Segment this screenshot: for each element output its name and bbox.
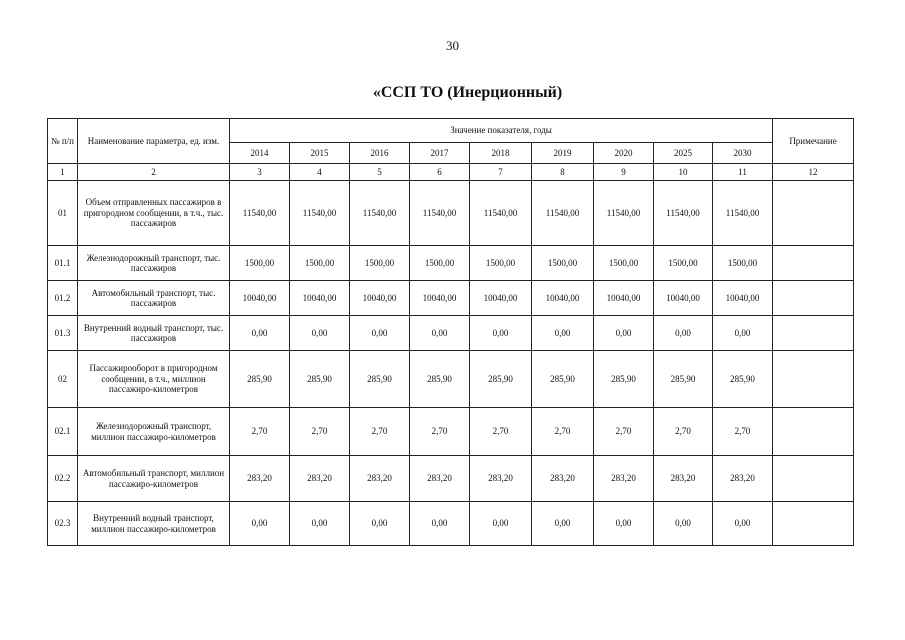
value-cell: 0,00 xyxy=(350,502,410,546)
parameter-name-cell: Пассажирооборот в пригородном сообщении, в т.ч., миллион пассажиро-километров xyxy=(78,351,230,408)
value-cell: 1500,00 xyxy=(713,246,773,281)
value-cell: 2,70 xyxy=(350,408,410,456)
value-cell: 10040,00 xyxy=(594,281,654,316)
year-header: 2016 xyxy=(350,143,410,164)
row-number-cell: 01.1 xyxy=(48,246,78,281)
row-number-cell: 02.2 xyxy=(48,456,78,502)
value-cell: 285,90 xyxy=(350,351,410,408)
value-cell: 1500,00 xyxy=(654,246,713,281)
table-row xyxy=(48,281,854,316)
value-cell: 1500,00 xyxy=(350,246,410,281)
column-number-cell: 2 xyxy=(78,164,230,181)
header-row-column-numbers xyxy=(48,164,854,181)
col-header-note: Примечание xyxy=(773,119,854,164)
value-cell: 0,00 xyxy=(470,502,532,546)
col-header-values: Значение показателя, годы xyxy=(230,119,773,143)
row-number-cell: 01 xyxy=(48,181,78,246)
value-cell: 1500,00 xyxy=(594,246,654,281)
year-header: 2018 xyxy=(470,143,532,164)
page-number: 30 xyxy=(446,38,459,53)
value-cell: 10040,00 xyxy=(532,281,594,316)
value-cell: 11540,00 xyxy=(594,181,654,246)
column-number-cell: 10 xyxy=(654,164,713,181)
parameter-name-cell: Автомобильный транспорт, миллион пассажиро-километров xyxy=(78,456,230,502)
note-cell xyxy=(773,408,854,456)
value-cell: 283,20 xyxy=(532,456,594,502)
value-cell: 0,00 xyxy=(470,316,532,351)
value-cell: 2,70 xyxy=(532,408,594,456)
value-cell: 285,90 xyxy=(654,351,713,408)
note-cell xyxy=(773,281,854,316)
column-number-cell: 7 xyxy=(470,164,532,181)
parameter-name-cell: Железнодорожный транспорт, тыс. пассажиров xyxy=(78,246,230,281)
value-cell: 11540,00 xyxy=(350,181,410,246)
table-row xyxy=(48,502,854,546)
value-cell: 1500,00 xyxy=(470,246,532,281)
value-cell: 10040,00 xyxy=(350,281,410,316)
year-header: 2030 xyxy=(713,143,773,164)
note-cell xyxy=(773,181,854,246)
year-header: 2025 xyxy=(654,143,713,164)
value-cell: 283,20 xyxy=(713,456,773,502)
value-cell: 283,20 xyxy=(410,456,470,502)
value-cell: 2,70 xyxy=(470,408,532,456)
value-cell: 10040,00 xyxy=(654,281,713,316)
row-number-cell: 02 xyxy=(48,351,78,408)
row-number-cell: 02.3 xyxy=(48,502,78,546)
value-cell: 11540,00 xyxy=(713,181,773,246)
value-cell: 10040,00 xyxy=(713,281,773,316)
column-number-cell: 4 xyxy=(290,164,350,181)
column-number-cell: 3 xyxy=(230,164,290,181)
value-cell: 10040,00 xyxy=(410,281,470,316)
value-cell: 0,00 xyxy=(594,316,654,351)
value-cell: 2,70 xyxy=(594,408,654,456)
parameter-name-cell: Железнодорожный транспорт, миллион пассажиро-километров xyxy=(78,408,230,456)
value-cell: 285,90 xyxy=(410,351,470,408)
value-cell: 11540,00 xyxy=(230,181,290,246)
table-row xyxy=(48,316,854,351)
value-cell: 11540,00 xyxy=(654,181,713,246)
value-cell: 0,00 xyxy=(532,502,594,546)
value-cell: 0,00 xyxy=(654,502,713,546)
value-cell: 0,00 xyxy=(713,502,773,546)
value-cell: 285,90 xyxy=(713,351,773,408)
table-row xyxy=(48,351,854,408)
column-number-cell: 6 xyxy=(410,164,470,181)
note-cell xyxy=(773,502,854,546)
column-number-cell: 11 xyxy=(713,164,773,181)
value-cell: 0,00 xyxy=(230,316,290,351)
value-cell: 10040,00 xyxy=(470,281,532,316)
value-cell: 285,90 xyxy=(470,351,532,408)
value-cell: 2,70 xyxy=(230,408,290,456)
column-number-cell: 1 xyxy=(48,164,78,181)
column-number-cell: 5 xyxy=(350,164,410,181)
value-cell: 2,70 xyxy=(290,408,350,456)
table-row xyxy=(48,181,854,246)
value-cell: 0,00 xyxy=(654,316,713,351)
value-cell: 2,70 xyxy=(654,408,713,456)
value-cell: 0,00 xyxy=(230,502,290,546)
value-cell: 2,70 xyxy=(713,408,773,456)
value-cell: 11540,00 xyxy=(410,181,470,246)
value-cell: 283,20 xyxy=(350,456,410,502)
note-cell xyxy=(773,456,854,502)
note-cell xyxy=(773,316,854,351)
year-header: 2019 xyxy=(532,143,594,164)
parameter-name-cell: Объем отправленных пассажиров в пригородном сообщении, в т.ч., тыс. пассажиров xyxy=(78,181,230,246)
value-cell: 1500,00 xyxy=(410,246,470,281)
value-cell: 283,20 xyxy=(290,456,350,502)
column-number-cell: 9 xyxy=(594,164,654,181)
value-cell: 285,90 xyxy=(230,351,290,408)
col-header-number: № п/п xyxy=(48,119,78,164)
parameter-name-cell: Внутренний водный транспорт, миллион пассажиро-километров xyxy=(78,502,230,546)
value-cell: 0,00 xyxy=(410,316,470,351)
note-cell xyxy=(773,246,854,281)
value-cell: 1500,00 xyxy=(230,246,290,281)
year-header: 2014 xyxy=(230,143,290,164)
value-cell: 10040,00 xyxy=(230,281,290,316)
value-cell: 2,70 xyxy=(410,408,470,456)
value-cell: 285,90 xyxy=(532,351,594,408)
col-header-parameter: Наименование параметра, ед. изм. xyxy=(78,119,230,164)
document-title: «ССП ТО (Инерционный) xyxy=(372,84,563,101)
year-header: 2017 xyxy=(410,143,470,164)
year-header: 2020 xyxy=(594,143,654,164)
year-header: 2015 xyxy=(290,143,350,164)
value-cell: 0,00 xyxy=(594,502,654,546)
table-row xyxy=(48,246,854,281)
value-cell: 285,90 xyxy=(594,351,654,408)
value-cell: 0,00 xyxy=(290,316,350,351)
value-cell: 0,00 xyxy=(410,502,470,546)
parameter-name-cell: Автомобильный транспорт, тыс. пассажиров xyxy=(78,281,230,316)
value-cell: 283,20 xyxy=(594,456,654,502)
value-cell: 283,20 xyxy=(470,456,532,502)
value-cell: 0,00 xyxy=(350,316,410,351)
table-body xyxy=(48,181,854,546)
table-row xyxy=(48,408,854,456)
value-cell: 0,00 xyxy=(532,316,594,351)
indicator-table xyxy=(47,118,854,546)
row-number-cell: 02.1 xyxy=(48,408,78,456)
row-number-cell: 01.3 xyxy=(48,316,78,351)
column-number-cell: 12 xyxy=(773,164,854,181)
value-cell: 10040,00 xyxy=(290,281,350,316)
value-cell: 11540,00 xyxy=(290,181,350,246)
note-cell xyxy=(773,351,854,408)
value-cell: 285,90 xyxy=(290,351,350,408)
value-cell: 283,20 xyxy=(654,456,713,502)
value-cell: 0,00 xyxy=(290,502,350,546)
row-number-cell: 01.2 xyxy=(48,281,78,316)
value-cell: 0,00 xyxy=(713,316,773,351)
column-number-cell: 8 xyxy=(532,164,594,181)
value-cell: 11540,00 xyxy=(470,181,532,246)
value-cell: 1500,00 xyxy=(532,246,594,281)
value-cell: 11540,00 xyxy=(532,181,594,246)
header-row-main xyxy=(48,119,854,143)
parameter-name-cell: Внутренний водный транспорт, тыс. пассажиров xyxy=(78,316,230,351)
value-cell: 283,20 xyxy=(230,456,290,502)
table-row xyxy=(48,456,854,502)
value-cell: 1500,00 xyxy=(290,246,350,281)
